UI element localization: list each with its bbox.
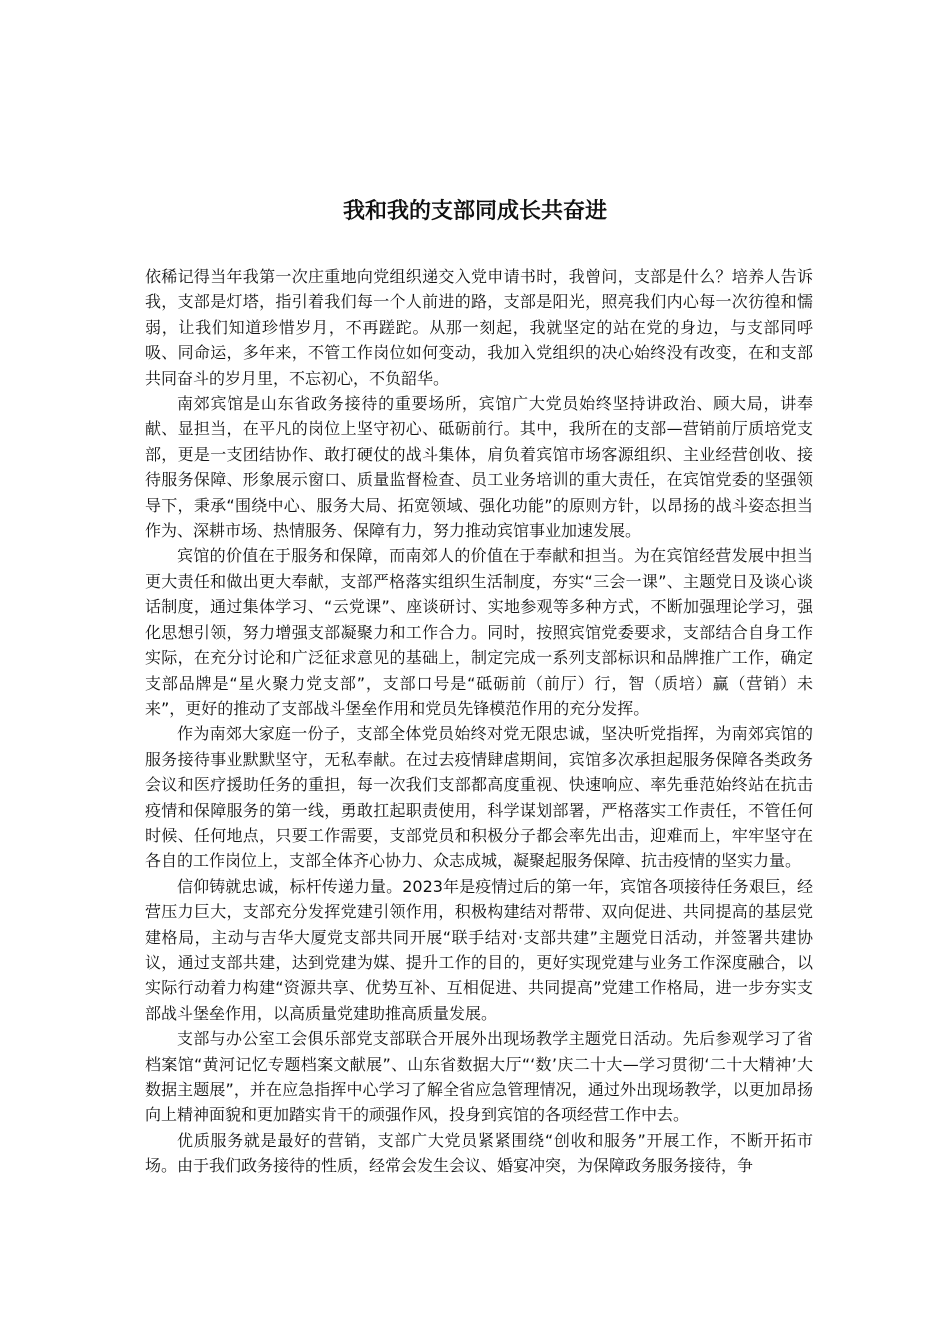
paragraph-7: 优质服务就是最好的营销，支部广大党员紧紧围绕“创收和服务”开展工作，不断开拓市场。由于我们政务接待的性质，经常会发生会议、婚宴冲突，为保障政务服务接待，争 [145, 1130, 813, 1176]
paragraph-5: 信仰铸就忠诚，标杆传递力量。2023年是疫情过后的第一年，宾馆各项接待任务艰巨，经营压力巨大，支部充分发挥党建引领作用，积极构建结对帮带、双向促进、共同提高的基层党建格局，主动与吉华大厦党支部共同开展“联手结对·支部共建”主题党日活动，并签署共建协议，通过支部共建，达到党建为媒、提升工作的目的，更好实现党建与业务工作深度融合，以实际行动着力构建“资源共享、优势互补、互相促进、共同提高”党建工作格局，进一步夯实支部战斗堡垒作用，以高质量党建助推高质量发展。 [145, 876, 813, 1023]
paragraph-4: 作为南郊大家庭一份子，支部全体党员始终对党无限忠诚，坚决听党指挥，为南郊宾馆的服务接待事业默默坚守，无私奉献。在过去疫情肆虐期间，宾馆多次承担起服务保障各类政务会议和医疗援助任务的重担，每一次我们支部都高度重视、快速响应、率先垂范始终站在抗击疫情和保障服务的第一线，勇敢扛起职责使用，科学谋划部署，严格落实工作责任，不管任何时候、任何地点，只要工作需要，支部党员和积极分子都会率先出击，迎难而上，牢牢坚守在各自的工作岗位上，支部全体齐心协力、众志成城，凝聚起服务保障、抗击疫情的坚实力量。 [145, 724, 813, 871]
document-body [145, 264, 813, 1179]
paragraph-3: 宾馆的价值在于服务和保障，而南郊人的价值在于奉献和担当。为在宾馆经营发展中担当更大责任和做出更大奉献，支部严格落实组织生活制度，夯实“三会一课”、主题党日及谈心谈话制度，通过集体学习、“云党课”、座谈研讨、实地参观等多种方式，不断加强理论学习，强化思想引领，努力增强支部凝聚力和工作合力。同时，按照宾馆党委要求，支部结合自身工作实际，在充分讨论和广泛征求意见的基础上，制定完成一系列支部标识和品牌推广工作，确定支部品牌是“星火聚力党支部”，支部口号是“砥砺前（前厅）行，智（质培）赢（营销）未来”，更好的推动了支部战斗堡垒作用和党员先锋模范作用的充分发挥。 [145, 546, 813, 718]
paragraph-1: 依稀记得当年我第一次庄重地向党组织递交入党申请书时，我曾问，支部是什么？培养人告诉我，支部是灯塔，指引着我们每一个人前进的路，支部是阳光，照亮我们内心每一次彷徨和懦弱，让我们知道珍惜岁月，不再蹉跎。从那一刻起，我就坚定的站在党的身边，与支部同呼吸、同命运，多年来，不管工作岗位如何变动，我加入党组织的决心始终没有改变，在和支部共同奋斗的岁月里，不忘初心，不负韶华。 [145, 267, 813, 388]
paragraph-2: 南郊宾馆是山东省政务接待的重要场所，宾馆广大党员始终坚持讲政治、顾大局，讲奉献、显担当，在平凡的岗位上坚守初心、砥砺前行。其中，我所在的支部—营销前厅质培党支部，更是一支团结协作、敢打硬仗的战斗集体，肩负着宾馆市场客源组织、主业经营创收、接待服务保障、形象展示窗口、质量监督检查、员工业务培训的重大责任，在宾馆党委的坚强领导下，秉承“围绕中心、服务大局、拓宽领域、强化功能”的原则方针，以昂扬的战斗姿态担当作为、深耕市场、热情服务、保障有力，努力推动宾馆事业加速发展。 [145, 394, 813, 541]
paragraph-6: 支部与办公室工会俱乐部党支部联合开展外出现场教学主题党日活动。先后参观学习了省档案馆“黄河记忆专题档案文献展”、山东省数据大厅“‘数’庆二十大—学习贯彻‘二十大精神’大数据主题展”，并在应急指挥中心学习了解全省应急管理情况，通过外出现场教学，以更加昂扬向上精神面貌和更加踏实肯干的顽强作风，投身到宾馆的各项经营工作中去。 [145, 1029, 813, 1125]
document-title: 我和我的支部同成长共奋进 [342, 198, 607, 224]
